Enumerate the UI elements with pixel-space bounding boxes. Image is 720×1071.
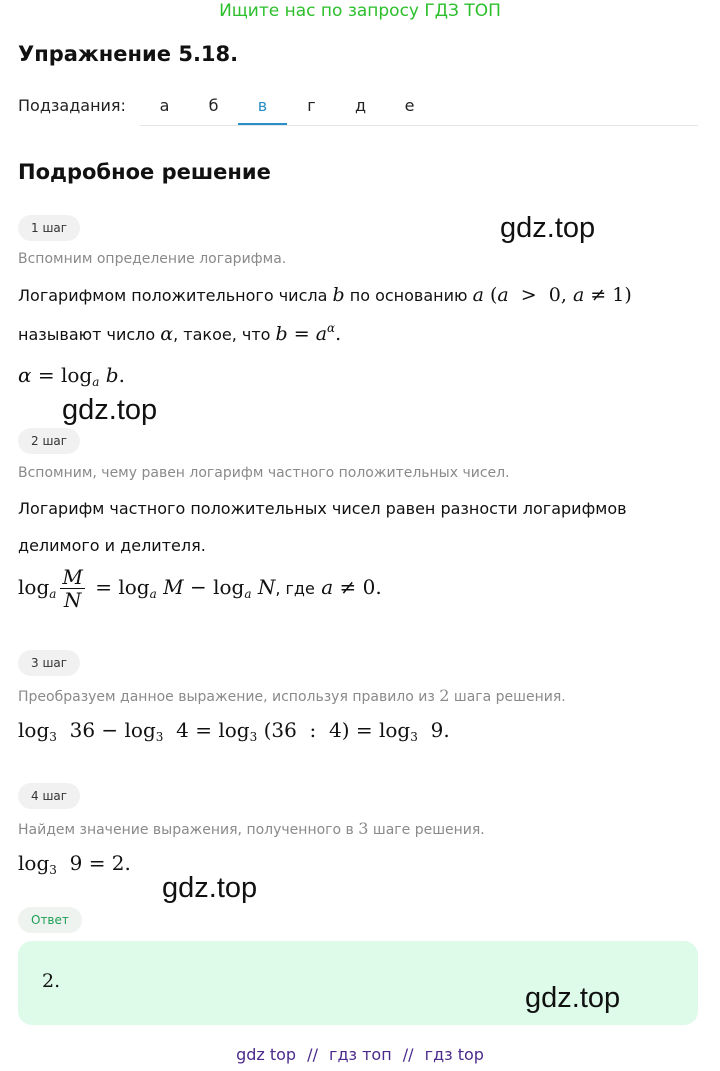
answer-value: 2. (42, 970, 61, 992)
footer-link-gdz-top-mixed[interactable]: гдз top (424, 1045, 484, 1064)
step-3-hint (18, 686, 566, 705)
step-2-where: , где (275, 579, 315, 598)
step-2-badge: 2 шаг (18, 428, 80, 454)
tab-v[interactable]: в (238, 96, 287, 125)
footer-link-gdz-top-ru[interactable]: гдз топ (329, 1045, 392, 1064)
tab-d[interactable]: д (354, 96, 367, 115)
step-1-text-d: , такое, что (173, 325, 271, 344)
page-title: Упражнение 5.18. (18, 42, 239, 66)
tab-a[interactable]: а (159, 96, 170, 115)
step-2-text-1: Логарифм частного положительных чисел равен разности логарифмов (18, 499, 627, 518)
step-4-formula: $\log_3 9 = 2$. (18, 851, 131, 877)
step-4-hint-a: Найдем значение выражения, полученного в (18, 822, 354, 838)
solution-heading: Подробное решение (18, 160, 271, 184)
watermark: gdz.top (162, 872, 258, 904)
tab-g[interactable]: г (307, 96, 316, 115)
watermark: gdz.top (62, 394, 158, 426)
step-2-hint: Вспомним, чему равен логарифм частного положительных чисел. (18, 465, 510, 481)
step-2-text-2: делимого и делителя. (18, 536, 206, 555)
step-3-formula: $\log_3 36 - \log_3 4 = \log_3 (36$ : $4) = \log_3 9$. (18, 718, 450, 744)
step-3-hint-b: шага решения. (453, 689, 566, 705)
step-3-badge: 3 шаг (18, 650, 80, 676)
tab-b[interactable]: б (208, 96, 219, 115)
promo-banner: Ищите нас по запросу ГДЗ ТОП (219, 1, 501, 21)
step-3-hint-num: 2 (439, 686, 450, 705)
step-4-badge: 4 шаг (18, 783, 80, 809)
footer-links (0, 1045, 720, 1064)
footer-link-gdz-top[interactable]: gdz top (236, 1045, 297, 1064)
step-1-text-a: Логарифмом положительного числа (18, 286, 328, 305)
footer-separator: // (307, 1045, 318, 1064)
step-4-hint-num: 3 (358, 819, 369, 838)
step-1-hint: Вспомним определение логарифма. (18, 251, 287, 267)
step-4-hint-b: шаге решения. (372, 822, 485, 838)
step-1-text-b: по основанию (349, 286, 468, 305)
step-4-hint (18, 819, 485, 838)
tabs-divider (140, 125, 698, 126)
step-1-text-c: называют число (18, 325, 156, 344)
subtasks-tabs (140, 96, 434, 125)
tab-e[interactable]: е (404, 96, 415, 115)
step-1-formula: $\alpha = \log_a b$. (18, 363, 125, 389)
watermark: gdz.top (525, 982, 621, 1014)
answer-badge: Ответ (18, 907, 82, 933)
subtasks-label: Подзадания: (18, 96, 126, 115)
step-1-badge: 1 шаг (18, 215, 80, 241)
step-2-formula: $\log_a$ $\frac{M}{N}$ = $\log_a M - \log_a N$, где a ≠ 0. (18, 565, 382, 612)
step-1-text-line2: называют число α, такое, что $b = a^\alpha$. (18, 321, 342, 345)
watermark: gdz.top (500, 212, 596, 244)
step-3-hint-a: Преобразуем данное выражение, используя правило из (18, 689, 435, 705)
step-1-text-line1: Логарифмом положительного числа b по основанию a (a > 0, a ≠ 1) (18, 284, 632, 306)
footer-separator: // (402, 1045, 414, 1064)
